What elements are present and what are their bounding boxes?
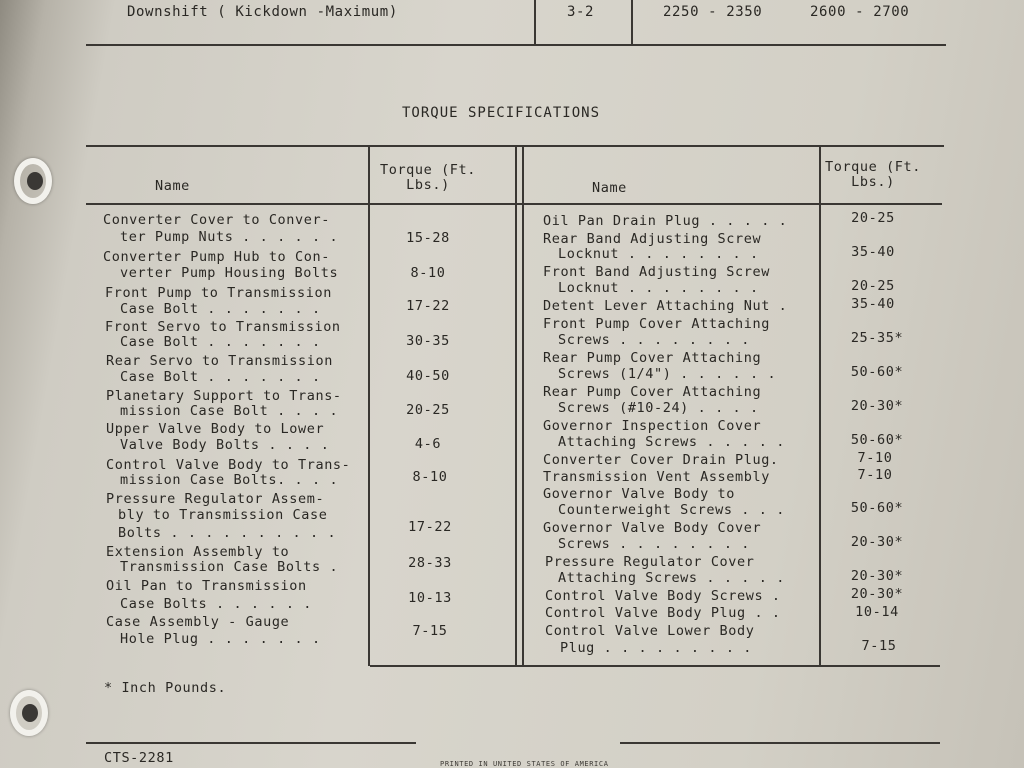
right-torque-value: 20-25 xyxy=(851,278,895,294)
left-line: Converter Pump Hub to Con- xyxy=(103,249,330,265)
left-torque-value: 17-22 xyxy=(406,298,450,314)
right-line: Counterweight Screws . . . xyxy=(558,502,785,518)
right-torque-value: 20-30* xyxy=(850,586,904,602)
left-torque-value: 7-15 xyxy=(412,623,448,639)
right-line: Screws . . . . . . . . xyxy=(558,536,751,552)
footnote: * Inch Pounds. xyxy=(104,680,227,696)
left-torque-value: 8-10 xyxy=(410,265,446,281)
top-row-gear: 3-2 xyxy=(567,4,595,20)
right-line: Rear Pump Cover Attaching xyxy=(543,384,762,400)
doc-id: CTS-2281 xyxy=(104,750,174,766)
left-torque-value: 20-25 xyxy=(406,402,450,418)
right-line: Transmission Vent Assembly xyxy=(543,469,770,485)
left-torque-value: 4-6 xyxy=(414,436,442,452)
header-name-right: Name xyxy=(592,180,627,196)
header-torque-right: Torque (Ft. Lbs.) xyxy=(824,159,921,190)
left-torque-value: 17-22 xyxy=(408,519,452,535)
right-line: Rear Band Adjusting Screw xyxy=(543,231,762,247)
right-torque-value: 20-30* xyxy=(850,398,904,414)
col-divider-left-torque xyxy=(368,146,370,666)
right-torque-value: 50-60* xyxy=(850,364,904,380)
right-torque-value: 25-35* xyxy=(850,330,904,346)
right-torque-value: 20-30* xyxy=(850,534,904,550)
left-line: Bolts . . . . . . . . . . xyxy=(118,525,337,541)
left-line: mission Case Bolt . . . . xyxy=(120,403,339,419)
left-line: Case Bolts . . . . . . xyxy=(120,596,313,612)
left-line: Front Servo to Transmission xyxy=(105,319,341,335)
footer-rule-left xyxy=(86,742,416,744)
punch-hole-bottom xyxy=(22,704,38,722)
top-divider-2 xyxy=(631,0,633,45)
right-line: Converter Cover Drain Plug. xyxy=(543,452,779,468)
right-line: Governor Valve Body Cover xyxy=(543,520,762,536)
left-line: Case Assembly - Gauge xyxy=(106,614,290,630)
right-torque-value: 35-40 xyxy=(851,296,895,312)
right-line: Governor Valve Body to xyxy=(543,486,736,502)
top-row-range1: 2250 - 2350 xyxy=(663,4,763,20)
right-line: Detent Lever Attaching Nut . xyxy=(543,298,788,314)
right-line: Screws (1/4") . . . . . . xyxy=(558,366,777,382)
left-line: Control Valve Body to Trans- xyxy=(106,457,351,473)
top-divider-1 xyxy=(534,0,536,45)
col-divider-center-a xyxy=(515,146,517,666)
left-line: Case Bolt . . . . . . . xyxy=(120,301,321,317)
left-line: bly to Transmission Case xyxy=(118,507,328,523)
right-torque-value: 20-30* xyxy=(850,568,904,584)
right-line: Pressure Regulator Cover xyxy=(545,554,755,570)
header-torque-left: Torque (Ft. Lbs.) xyxy=(379,162,476,193)
right-torque-value: 35-40 xyxy=(851,244,895,260)
left-line: Rear Servo to Transmission xyxy=(106,353,333,369)
left-line: Transmission Case Bolts . xyxy=(120,559,339,575)
table-bottom-rule xyxy=(370,665,940,667)
printed-note: PRINTED IN UNITED STATES OF AMERICA xyxy=(440,760,609,768)
left-torque-value: 30-35 xyxy=(406,333,450,349)
right-torque-value: 7-10 xyxy=(857,450,893,466)
header-name-left: Name xyxy=(155,178,190,194)
left-line: Case Bolt . . . . . . . xyxy=(120,369,321,385)
left-line: verter Pump Housing Bolts xyxy=(120,265,339,281)
top-rule xyxy=(86,44,946,46)
left-line: Valve Body Bolts . . . . xyxy=(120,437,330,453)
right-torque-value: 50-60* xyxy=(850,500,904,516)
right-line: Attaching Screws . . . . . xyxy=(558,434,785,450)
right-torque-value: 10-14 xyxy=(855,604,899,620)
left-line: ter Pump Nuts . . . . . . xyxy=(120,229,339,245)
left-line: Front Pump to Transmission xyxy=(105,285,332,301)
right-line: Governor Inspection Cover xyxy=(543,418,762,434)
right-torque-value: 20-25 xyxy=(851,210,895,226)
right-torque-value: 50-60* xyxy=(850,432,904,448)
left-line: Oil Pan to Transmission xyxy=(106,578,307,594)
right-line: Rear Pump Cover Attaching xyxy=(543,350,762,366)
right-line: Plug . . . . . . . . . xyxy=(560,640,753,656)
left-line: Hole Plug . . . . . . . xyxy=(120,631,321,647)
right-torque-value: 7-15 xyxy=(861,638,897,654)
top-row-name: Downshift ( Kickdown -Maximum) xyxy=(127,4,398,20)
col-divider-center-b xyxy=(522,146,524,666)
left-line: Extension Assembly to xyxy=(106,544,290,560)
left-line: Case Bolt . . . . . . . xyxy=(120,334,321,350)
right-line: Control Valve Body Screws . xyxy=(545,588,781,604)
page-title: TORQUE SPECIFICATIONS xyxy=(402,105,601,121)
punch-hole-top xyxy=(27,172,43,190)
right-line: Screws (#10-24) . . . . xyxy=(558,400,759,416)
left-line: Converter Cover to Conver- xyxy=(103,212,330,228)
col-divider-right-torque xyxy=(819,146,821,666)
right-line: Locknut . . . . . . . . xyxy=(558,246,759,262)
footer-rule-right xyxy=(620,742,940,744)
left-line: Upper Valve Body to Lower xyxy=(106,421,325,437)
left-line: mission Case Bolts. . . . xyxy=(120,472,339,488)
right-torque-value: 7-10 xyxy=(857,467,893,483)
left-torque-value: 10-13 xyxy=(408,590,452,606)
left-line: Planetary Support to Trans- xyxy=(106,388,342,404)
left-torque-value: 28-33 xyxy=(408,555,452,571)
right-line: Control Valve Lower Body xyxy=(545,623,755,639)
right-line: Front Band Adjusting Screw xyxy=(543,264,770,280)
right-line: Control Valve Body Plug . . xyxy=(545,605,781,621)
right-line: Oil Pan Drain Plug . . . . . xyxy=(543,213,788,229)
left-torque-value: 15-28 xyxy=(406,230,450,246)
left-line: Pressure Regulator Assem- xyxy=(106,491,325,507)
right-line: Screws . . . . . . . . xyxy=(558,332,751,348)
right-line: Locknut . . . . . . . . xyxy=(558,280,759,296)
right-line: Front Pump Cover Attaching xyxy=(543,316,770,332)
table-header-rule xyxy=(86,203,942,205)
left-torque-value: 40-50 xyxy=(406,368,450,384)
left-torque-value: 8-10 xyxy=(412,469,448,485)
top-row-range2: 2600 - 2700 xyxy=(810,4,910,20)
right-line: Attaching Screws . . . . . xyxy=(558,570,785,586)
